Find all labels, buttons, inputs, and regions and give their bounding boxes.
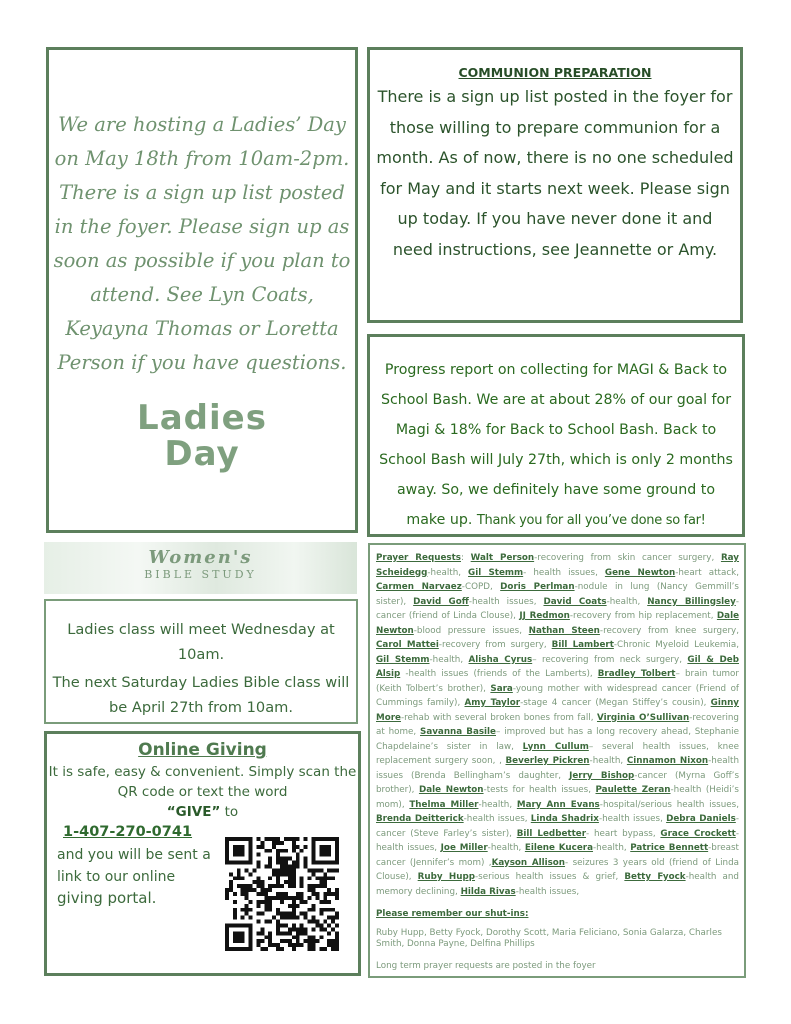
prayer-note: -recovering at home, xyxy=(376,712,739,737)
prayer-name: Dale Newton xyxy=(418,785,484,795)
prayer-note: -health, xyxy=(478,799,517,810)
prayer-name: Carmen Narvaez xyxy=(376,582,462,592)
prayer-note: -health issues, xyxy=(463,814,531,824)
ladies-day-logo xyxy=(49,400,355,472)
prayer-note: -serious health issues & grief, xyxy=(475,872,625,882)
womens-bible-study-banner xyxy=(44,542,357,594)
prayer-note: -COPD, xyxy=(461,582,501,592)
prayer-name: Gil Stemm xyxy=(376,654,430,665)
prayer-note: – brain tumor (Keith Tolbert’s brother), xyxy=(376,669,739,694)
giving-line2-wrap xyxy=(57,845,227,911)
prayer-name: Dale Newton xyxy=(376,611,740,636)
prayer-name: Joe Miller xyxy=(440,843,488,853)
prayer-note: -breast cancer (Jennifer’s mom) , xyxy=(376,843,739,868)
prayer-name: Gil Stemm xyxy=(468,567,524,578)
prayer-note: -cancer (friend of Linda Clouse), xyxy=(376,596,739,621)
prayer-name: David Goff xyxy=(413,596,469,607)
prayer-name: Patrice Bennett xyxy=(630,843,709,853)
prayer-note: -Chronic Myeloid Leukemia, xyxy=(613,640,739,650)
prayer-name: Ginny More xyxy=(376,698,739,723)
ladies-day-logo-line1: Ladies xyxy=(137,398,267,438)
prayer-name: Eilene Kucera xyxy=(524,843,594,853)
giving-give-line xyxy=(47,802,358,822)
prayer-name: Lynn Cullum xyxy=(522,741,589,752)
prayer-name: Paulette Zeran xyxy=(595,785,671,795)
prayer-entries xyxy=(376,553,739,897)
prayer-note: -recovering from skin cancer surgery, xyxy=(534,553,721,563)
prayer-name: Thelma Miller xyxy=(409,799,479,810)
prayer-note: -health issues, xyxy=(468,596,544,607)
prayer-note: -blood pressure issues, xyxy=(413,625,529,636)
qr-code-icon[interactable] xyxy=(224,837,340,951)
prayer-name: Ray Scheidegg xyxy=(376,553,740,578)
prayer-note: - health issues, xyxy=(523,567,605,578)
prayer-name: Betty Fyock xyxy=(624,872,686,882)
online-giving-box xyxy=(44,731,361,976)
prayer-name: Carol Mattei xyxy=(376,640,439,650)
prayer-note: -stage 4 cancer (Megan Stiffey’s cousin), xyxy=(520,698,711,708)
prayer-note: – improved but has a long recovery ahead, Stephanie Chapdelaine’s sister in law, xyxy=(376,727,739,752)
prayer-name: Hilda Rivas xyxy=(460,886,516,897)
prayer-note: -cancer (Myrna Goff’s brother), xyxy=(376,770,739,795)
giving-heading: Online Giving xyxy=(138,740,267,760)
prayer-note: -recovery from surgery, xyxy=(438,640,552,650)
prayer-name: Gil & Deb Alsip xyxy=(376,654,739,679)
ladies-class-line1: Ladies class will meet Wednesday at 10am. xyxy=(67,621,335,663)
ladies-class-line2: The next Saturday Ladies Bible class will be April 27th from 10am. xyxy=(52,674,350,716)
prayer-heading: Prayer Requests xyxy=(376,553,461,563)
prayer-requests-box xyxy=(368,543,746,978)
prayer-note: -health issues, xyxy=(598,814,667,824)
prayer-name: Walt Person xyxy=(470,553,535,563)
prayer-name: Grace Crockett xyxy=(660,828,736,839)
prayer-name: Kayson Allison xyxy=(491,857,566,868)
shutins-heading-line: Please remember our shut-ins: xyxy=(376,909,529,919)
ladies-day-text: We are hosting a Ladies’ Day on May 18th from 10am-2pm. There is a sign up list posted in the foyer. Please sign up as soon as possible if you plan to attend. See Lyn Coats, Keyayna Thomas or Loretta Person if you have questions. xyxy=(53,113,351,374)
giving-line2: and you will be sent a link to our online xyxy=(57,847,211,885)
prayer-note: -health, xyxy=(487,843,525,853)
prayer-name: Doris Perlman xyxy=(500,582,575,592)
communion-box xyxy=(367,47,743,323)
prayer-name: Amy Taylor xyxy=(464,698,521,708)
prayer-name: JJ Redmon xyxy=(519,611,570,621)
prayer-note: -health, xyxy=(427,567,469,578)
progress-body xyxy=(376,355,736,536)
prayer-note: -health, xyxy=(593,843,631,853)
prayer-note: -nodule in lung (Nancy Gemmill’s sister), xyxy=(376,582,739,607)
prayer-note: -tests for health issues, xyxy=(483,785,596,795)
prayer-note: -health, xyxy=(589,756,627,766)
ladies-day-logo-line2: Day xyxy=(164,434,240,474)
prayer-list: Prayer Requests: Walt Person-recovering from skin cancer surgery, Ray Scheidegg-health, Gil Stemm- health issues, Gene Newton-heart attack, Carmen Narvaez-COPD, Doris Perlman-nodule in lung (Nancy Gemmill’s sister), David Goff-health issues, David Coats-health, Nancy Billingsley-cancer (friend of Linda Clouse), JJ Redmon-recovery from hip replacement, Dale Newton-blood pressure issues, Nathan Steen-recovery from knee surgery, Carol Mattei-recovery from surgery, Bill Lambert-Chronic Myeloid Leukemia, Gil Stemm-health, Alisha Cyrus– recovering from neck surgery, Gil & Deb Alsip -health issues (friends of the Lamberts), Bradley Tolbert– brain tumor (Keith Tolbert’s brother), Sara-young mother with widespread cancer (Friend of Cummings family), Amy Taylor-stage 4 cancer (Megan Stiffey’s cousin), Ginny More-rehab with several broken bones from fall, Virginia O’Sullivan-recovering at home, Savanna Basile– improved but has a long recovery ahead, Stephanie Chapdelaine’s sister in law, Lynn Cullum– several health issues, knee replacement surgery soon, , Beverley Pickren-health, Cinnamon Nixon-health issues (Brenda Bellingham’s daughter, Jerry Bishop-cancer (Myrna Goff’s brother), Dale Newton-tests for health issues, Paulette Zeran-health (Heidi’s mom), Thelma Miller-health, Mary Ann Evans-hospital/serious health issues, Brenda Deitterick-health issues, Linda Shadrix-health issues, Debra Daniels-cancer (Steve Farley’s sister), Bill Ledbetter- heart bypass, Grace Crockett-health issues, Joe Miller-health, Eilene Kucera-health, Patrice Bennett-breast cancer (Jennifer’s mom) ,Kayson Allison- seizures 3 years old (friend of Linda Clouse), Ruby Hupp-serious health issues & grief, Betty Fyock-health and memory declining, Hilda Rivas-health issues, xyxy=(376,553,740,897)
prayer-note: -health issues (friends of the Lamberts), xyxy=(400,669,598,679)
communion-body: There is a sign up list posted in the foyer for those willing to prepare communion for a month. As of now, there is no one scheduled for May and it starts next week. Please sign up today. If you have never done it and need instructions, see Jeannette or Amy. xyxy=(376,87,734,259)
prayer-name: Beverley Pickren xyxy=(505,756,590,766)
prayer-name: Debra Daniels xyxy=(666,814,736,824)
progress-thanks: Thank you for all you’ve done so far! xyxy=(476,513,706,528)
prayer-name: Alisha Cyrus xyxy=(468,654,533,665)
prayer-name: Nathan Steen xyxy=(528,625,600,636)
prayer-name: Sara xyxy=(490,683,513,694)
progress-text: Progress report on collecting for MAGI & Back to School Bash. We are at about 28% of our goal for Magi & 18% for Back to School Bash. Back to School Bash will July 27th, which is only 2 months away. So, we definitely have some ground to make up. xyxy=(379,362,733,528)
giving-give-word: “GIVE” xyxy=(166,804,221,820)
shutins-list: Ruby Hupp, Betty Fyock, Dorothy Scott, Maria Feliciano, Sonia Galarza, Charles Smith, Donna Payne, Delfina Phillips xyxy=(376,927,722,949)
prayer-name: Bill Ledbetter xyxy=(516,828,587,839)
prayer-note: -health, xyxy=(606,596,648,607)
prayer-note: -health (Heidi’s mom), xyxy=(376,785,739,810)
prayer-note: – recovering from neck surgery, xyxy=(532,654,688,665)
giving-give-to: to xyxy=(220,804,239,820)
prayer-name: Mary Ann Evans xyxy=(516,799,600,810)
banner-line1: Women's xyxy=(148,547,253,568)
communion-heading: COMMUNION PREPARATION xyxy=(458,65,652,80)
ladies-class-box xyxy=(44,599,358,724)
prayer-name: Virginia O’Sullivan xyxy=(596,712,690,723)
banner-line2: BIBLE STUDY xyxy=(144,568,257,581)
prayer-note: -health issues, xyxy=(376,828,739,853)
prayer-name: Savanna Basile xyxy=(420,727,496,737)
prayer-note: -recovery from hip replacement, xyxy=(569,611,717,621)
prayer-note: -rehab with several broken bones from fall, xyxy=(400,712,597,723)
prayer-name: David Coats xyxy=(543,596,607,607)
prayer-note: -recovery from knee surgery, xyxy=(599,625,740,636)
prayer-name: Brenda Deitterick xyxy=(376,814,464,824)
prayer-note: -health issues (Brenda Bellingham’s daughter, xyxy=(376,756,739,781)
prayer-note: -health and memory declining, xyxy=(376,872,739,897)
prayer-note: -cancer (Steve Farley’s sister), xyxy=(376,814,739,839)
prayer-note: -young mother with widespread cancer (Friend of Cummings family), xyxy=(376,683,739,708)
prayer-note: – several health issues, knee replacement surgery soon, , xyxy=(376,741,739,766)
prayer-name: Jerry Bishop xyxy=(569,770,635,781)
giving-line1: It is safe, easy & convenient. Simply scan the QR code or text the word xyxy=(48,764,357,800)
prayer-note: - heart bypass, xyxy=(586,828,661,839)
prayer-note: -health issues, xyxy=(515,886,580,897)
prayer-name: Nancy Billingsley xyxy=(647,596,736,607)
prayer-name: Bill Lambert xyxy=(551,640,614,650)
long-term-note: Long term prayer requests are posted in the foyer xyxy=(376,960,596,971)
prayer-name: Cinnamon Nixon xyxy=(626,756,709,766)
giving-line3: giving portal. xyxy=(57,889,157,907)
prayer-name: Bradley Tolbert xyxy=(597,669,676,679)
ladies-day-box xyxy=(46,47,358,533)
progress-box xyxy=(367,334,745,537)
prayer-name: Ruby Hupp xyxy=(417,872,476,882)
prayer-name: Gene Newton xyxy=(604,567,676,578)
prayer-note: -hospital/serious health issues, xyxy=(599,799,739,810)
prayer-note: - seizures 3 years old (friend of Linda Clouse), xyxy=(376,857,739,882)
prayer-name: Linda Shadrix xyxy=(530,814,599,824)
prayer-note: -health, xyxy=(429,654,469,665)
prayer-note: -heart attack, xyxy=(675,567,739,578)
shutins-heading: Please remember our shut-ins xyxy=(376,909,525,919)
giving-phone[interactable]: 1-407-270-0741 xyxy=(63,824,193,840)
